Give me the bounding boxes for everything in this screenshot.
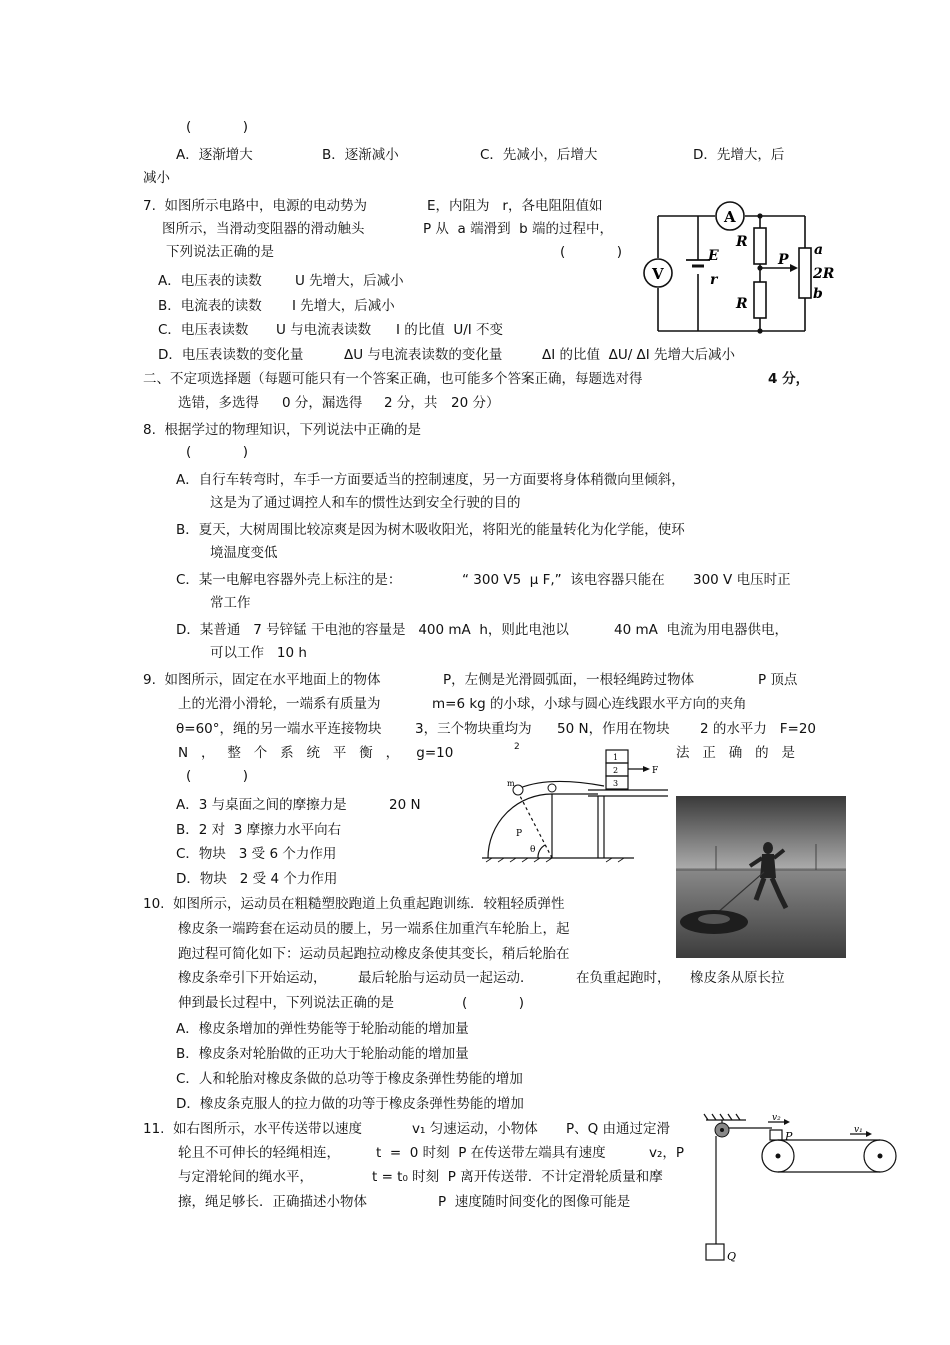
theta-label: θ [530, 845, 536, 855]
section2-rule-a: 选错，多选得 [178, 395, 259, 411]
q9-stem-line3c: 50 N，作用在物块 [557, 721, 670, 737]
ammeter-label: A [724, 208, 736, 226]
q7-stem-line1b: E，内阻为 r，各电阻阻值如 [427, 198, 603, 214]
q9-stem-line4b: 法 正 确 的 是 [676, 745, 795, 761]
q10-option-d: D．橡皮条克服人的拉力做的功等于橡皮条弹性势能的增加 [176, 1096, 524, 1112]
q9-bracket: ( ) [186, 768, 249, 784]
q10-stem-line4a: 橡皮条牵引下开始运动， [178, 970, 327, 986]
v2-label: v₂ [772, 1113, 781, 1123]
q6-option-a: A．逐渐增大 [176, 147, 253, 163]
q10-stem-line4c: 在负重起跑时， [576, 970, 671, 986]
q7-option-c-rest: I 的比值 U/I 不变 [396, 322, 504, 338]
q7-bracket: ( ) [560, 244, 623, 260]
q11-stem-line1a: 11. 如右图所示，水平传送带以速度 [143, 1121, 363, 1137]
q8-option-d: D．某普通 7 号锌锰 干电池的容量是 400 mA h，则此电池以 [176, 622, 569, 638]
q8-option-d-rest: 40 mA 电流为用电器供电， [614, 622, 788, 638]
q6-option-b: B．逐渐减小 [322, 147, 399, 163]
q10-stem-line5: 伸到最长过程中，下列说法正确的是 [178, 995, 394, 1011]
q7-option-a: A．电压表的读数 [158, 273, 262, 289]
q10-stem-line4d: 橡皮条从原长拉 [690, 970, 785, 986]
q11-stem-line3b: t = t₀ 时刻 P 离开传送带．不计定滑轮质量和摩 [372, 1169, 663, 1185]
q7-stem-line1a: 7. 如图所示电路中，电源的电动势为 [143, 198, 367, 214]
runner-tire-photo [676, 796, 846, 958]
body-p-label: P [516, 829, 523, 839]
q8-bracket: ( ) [186, 444, 249, 460]
q7-option-c: C．电压表读数 [158, 322, 249, 338]
q9-stem-line4-sup: 2 [514, 742, 520, 752]
section2-rule-d: 20 分） [451, 395, 500, 411]
q8-option-d-line2: 可以工作 10 h [210, 645, 307, 661]
section2-title: 二、不定项选择题（每题可能只有一个答案正确，也可能多个答案正确，每题选对得 [143, 371, 643, 387]
q6-option-d: D．先增大，后 [693, 147, 785, 163]
q6-option-d-continued: 减小 [143, 170, 170, 186]
internal-resistance-label: r [710, 272, 718, 288]
terminal-a-label: a [814, 242, 824, 258]
q6-bracket: ( ) [186, 119, 249, 135]
q7-option-d: D．电压表读数的变化量 [158, 347, 304, 363]
q8-option-b-line2: 境温度变低 [210, 545, 278, 561]
q8-option-c-mid: “ 300 V5 μ F,” 该电容器只能在 [462, 572, 665, 588]
q8-option-c: C．某一电解电容器外壳上标注的是： [176, 572, 402, 588]
block-3-label: 3 [613, 779, 619, 788]
emf-label: E [708, 248, 719, 264]
q9-option-c: C．物块 3 受 6 个力作用 [176, 846, 337, 862]
q7-option-c-mid: U 与电流表读数 [276, 322, 372, 338]
q10-stem-line2: 橡皮条一端跨套在运动员的腰上，另一端系住加重汽车轮胎上，起 [178, 921, 570, 937]
q6-option-c: C．先减小，后增大 [480, 147, 598, 163]
q10-stem-line3: 跑过程可简化如下：运动员起跑拉动橡皮条使其变长，稍后轮胎在 [178, 946, 570, 962]
q9-stem-line1b: P，左侧是光滑圆弧面，一根轻绳跨过物体 [443, 672, 695, 688]
q7-stem-line3: 下列说法正确的是 [166, 244, 274, 260]
q8-option-b: B．夏天，大树周围比较凉爽是因为树木吸收阳光，将阳光的能量转化为化学能，使环 [176, 522, 685, 538]
p-label: P [785, 1130, 793, 1143]
q9-diagram [480, 744, 670, 864]
q10-option-b: B．橡皮条对轮胎做的正功大于轮胎动能的增加量 [176, 1046, 469, 1062]
q7-option-d-mid: ΔU 与电流表读数的变化量 [344, 347, 503, 363]
q11-stem-line1c: P、Q 由通过定滑 [566, 1121, 671, 1137]
q11-stem-line2b: t = 0 时刻 P 在传送带左端具有速度 [376, 1145, 606, 1161]
upper-resistor-label: R [736, 234, 748, 250]
q9-stem-line3d: 2 的水平力 F=20 [700, 721, 817, 737]
q7-option-b-rest: I 先增大，后减小 [292, 298, 395, 314]
q-label: Q [727, 1250, 737, 1263]
q7-option-a-rest: U 先增大，后减小 [295, 273, 404, 289]
q11-stem-line4a: 擦，绳足够长．正确描述小物体 [178, 1194, 367, 1210]
lower-resistor-label: R [736, 296, 748, 312]
q11-stem-line2a: 轮且不可伸长的轻绳相连， [178, 1145, 340, 1161]
q11-stem-line4b: P 速度随时间变化的图像可能是 [438, 1194, 631, 1210]
q9-stem-line1c: P 顶点 [758, 672, 798, 688]
q9-option-a-rest: 20 N [389, 797, 421, 813]
q9-stem-line4a: N ， 整 个 系 统 平 衡 ， g=10 [178, 745, 454, 761]
ball-m-label: m [507, 779, 515, 788]
q7-stem-line2a: 图所示，当滑动变阻器的滑动触头 [162, 221, 365, 237]
q8-option-c-rest: 300 V 电压时正 [693, 572, 791, 588]
section2-rule-c: 2 分，共 [384, 395, 438, 411]
slider-p-label: P [778, 252, 789, 268]
q10-option-a: A．橡皮条增加的弹性势能等于轮胎动能的增加量 [176, 1021, 469, 1037]
terminal-b-label: b [813, 286, 823, 302]
q10-option-c: C．人和轮胎对橡皮条做的总功等于橡皮条弹性势能的增加 [176, 1071, 523, 1087]
v1-label: v₁ [854, 1125, 863, 1135]
q8-stem: 8. 根据学过的物理知识，下列说法中正确的是 [143, 422, 421, 438]
q7-option-d-rest: ΔI 的比值 ΔU/ ΔI 先增大后减小 [542, 347, 736, 363]
q7-circuit-diagram [640, 198, 840, 338]
q11-conveyor-diagram [702, 1110, 902, 1270]
q9-stem-line1a: 9. 如图所示，固定在水平地面上的物体 [143, 672, 381, 688]
q11-stem-line1b: v₁ 匀速运动，小物体 [412, 1121, 538, 1137]
q7-option-b: B．电流表的读数 [158, 298, 262, 314]
q10-bracket: ( ) [462, 995, 525, 1011]
q9-stem-line2a: 上的光滑小滑轮，一端系有质量为 [178, 696, 381, 712]
section2-title-points: 4 分， [768, 371, 810, 387]
q9-option-d: D．物块 2 受 4 个力作用 [176, 871, 338, 887]
q9-option-a: A．3 与桌面之间的摩擦力是 [176, 797, 347, 813]
section2-rule-b: 0 分，漏选得 [282, 395, 363, 411]
q11-stem-line3a: 与定滑轮间的绳水平， [178, 1169, 313, 1185]
rheostat-2r-label: 2R [813, 266, 835, 282]
q8-option-a: A．自行车转弯时，车手一方面要适当的控制速度，另一方面要将身体稍微向里倾斜， [176, 472, 685, 488]
q8-option-c-line2: 常工作 [210, 595, 251, 611]
q9-stem-line3b: 3，三个物块重均为 [415, 721, 532, 737]
q9-option-b: B．2 对 3 摩擦力水平向右 [176, 822, 342, 838]
q9-stem-line3a: θ=60°，绳的另一端水平连接物块 [176, 721, 382, 737]
force-f-label: F [652, 766, 659, 776]
q8-option-a-line2: 这是为了通过调控人和车的惯性达到安全行驶的目的 [210, 495, 521, 511]
q10-stem-line1: 10. 如图所示，运动员在粗糙塑胶跑道上负重起跑训练．较粗轻质弹性 [143, 896, 565, 912]
voltmeter-label: V [652, 265, 664, 283]
q11-stem-line2c: v₂，P [649, 1145, 685, 1161]
q7-stem-line2b: P 从 a 端滑到 b 端的过程中， [423, 221, 614, 237]
block-2-label: 2 [613, 766, 619, 775]
q10-stem-line4b: 最后轮胎与运动员一起运动． [358, 970, 534, 986]
q9-stem-line2b: m=6 kg 的小球，小球与圆心连线跟水平方向的夹角 [432, 696, 747, 712]
block-1-label: 1 [613, 753, 619, 762]
